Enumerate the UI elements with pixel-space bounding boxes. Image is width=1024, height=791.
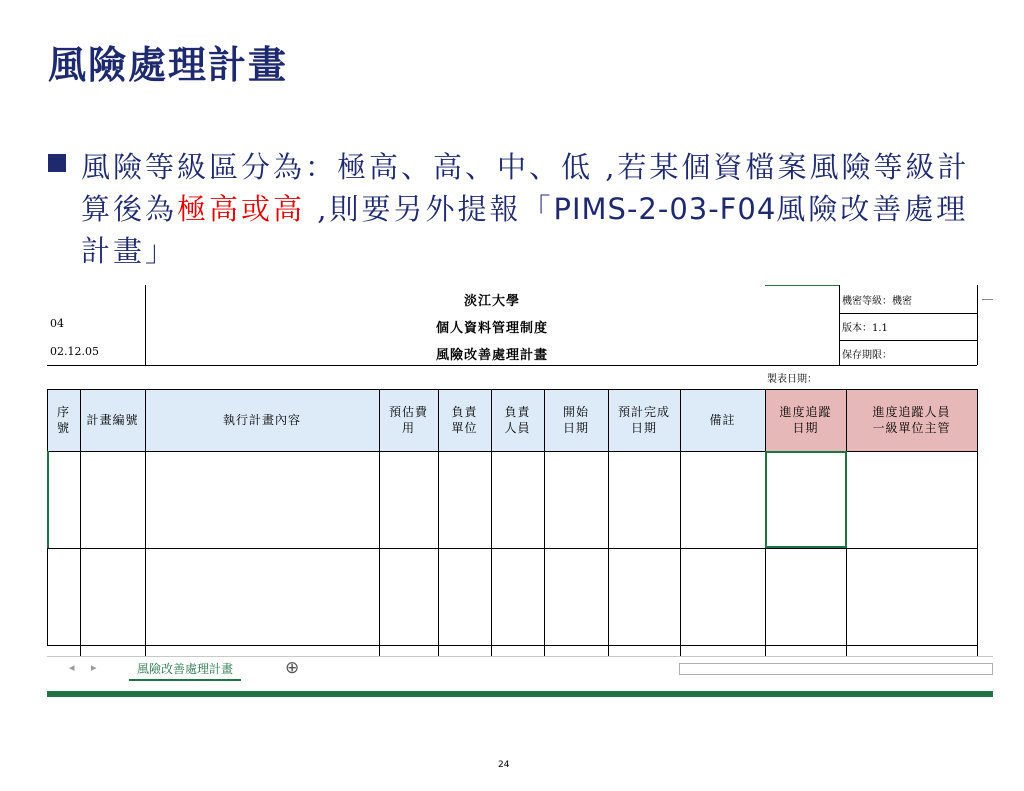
slide-title: 風險處理計畫 xyxy=(48,42,289,87)
bullet-text-part2: ,則要另外提報「 xyxy=(305,192,554,226)
col-header-notes: 備註 xyxy=(709,413,736,427)
col-header-content: 執行計畫內容 xyxy=(222,413,301,427)
col-header-due: 預計完成 日期 xyxy=(617,405,670,435)
left-header-top: 04 xyxy=(50,316,64,330)
bullet-text-part3: 風險改善處理計畫」 xyxy=(81,192,969,268)
col-header-plan-id: 計畫編號 xyxy=(86,413,139,427)
page-number: 24 xyxy=(498,760,510,770)
spreadsheet-screenshot xyxy=(47,285,993,697)
bullet-text-part1: 風險等級區分為：極高、高、中、低 ,若某個資檔案風險等級計算後為 xyxy=(81,150,970,226)
university-name: 淡江大學 xyxy=(463,293,520,309)
next-sheet-icon[interactable]: ▸ xyxy=(91,661,97,674)
col-header-unit: 負責 單位 xyxy=(451,405,478,435)
selected-cell[interactable] xyxy=(765,451,847,548)
add-sheet-icon[interactable]: ⊕ xyxy=(285,658,300,678)
form-code: PIMS-2-03-F04 xyxy=(553,192,777,226)
bullet-point xyxy=(48,146,988,272)
col-header-cost: 預估費 用 xyxy=(388,405,428,435)
version-cell: 版本：1.1 xyxy=(842,322,888,334)
horizontal-scrollbar[interactable] xyxy=(679,663,993,675)
status-bar xyxy=(47,691,993,697)
left-header-bottom: 02.12.05 xyxy=(50,344,99,358)
sheet-tab-risk-plan[interactable]: 風險改善處理計畫 xyxy=(129,659,241,681)
bullet-highlight: 極高或高 xyxy=(177,192,306,226)
form-title: 風險改善處理計畫 xyxy=(435,347,548,363)
classification-cell: 機密等級：機密 xyxy=(842,295,912,307)
col-header-person: 負責 人員 xyxy=(504,405,531,435)
col-header-start: 開始 日期 xyxy=(562,405,589,435)
prev-sheet-icon[interactable]: ◂ xyxy=(69,661,75,674)
system-name: 個人資料管理制度 xyxy=(435,320,548,336)
col-header-track-date: 進度追蹤 日期 xyxy=(779,405,832,435)
sheet-tab-bar xyxy=(47,656,993,693)
square-bullet-icon xyxy=(48,154,66,172)
retention-cell: 保存期限： xyxy=(842,349,892,361)
bullet-text xyxy=(81,146,988,272)
col-header-index: 序 號 xyxy=(56,405,70,435)
col-header-tracker: 進度追蹤人員 一級單位主管 xyxy=(872,405,951,435)
created-date-label: 製表日期： xyxy=(767,373,817,385)
